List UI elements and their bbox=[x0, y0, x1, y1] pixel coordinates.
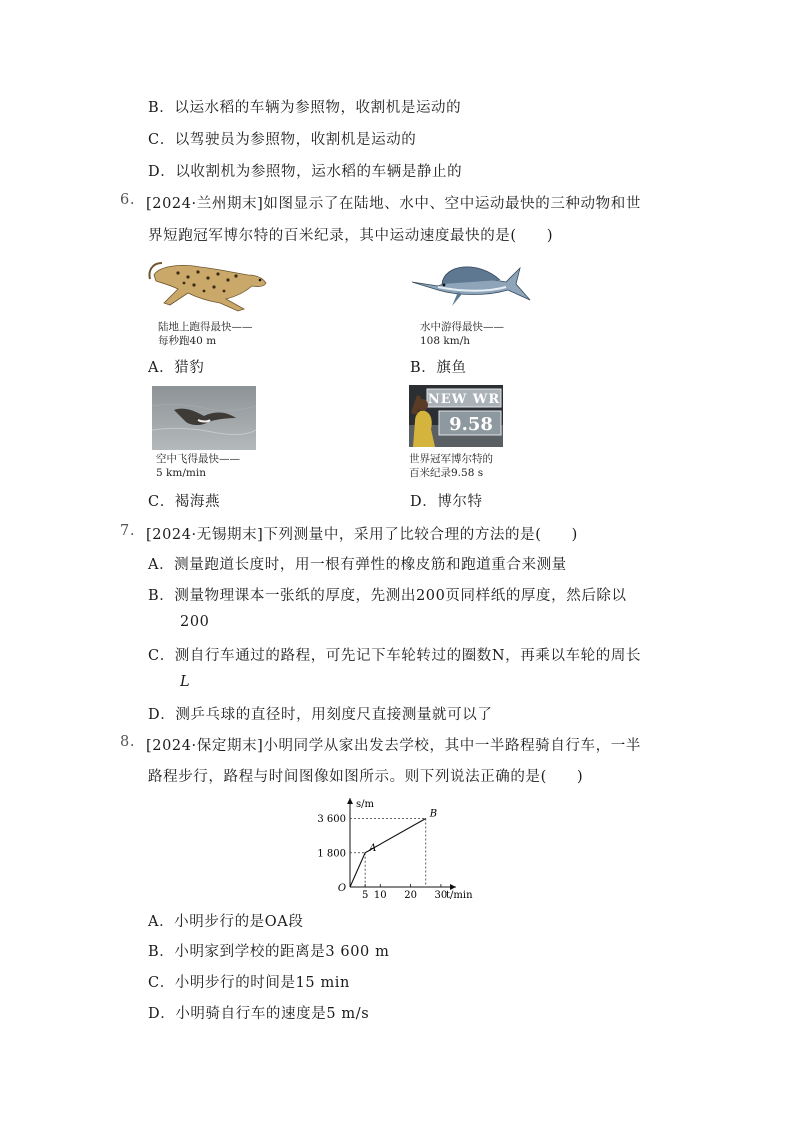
q8-option-d: D．小明骑自行车的速度是5 m/s bbox=[148, 1006, 370, 1022]
scoreboard-time: 9.58 bbox=[449, 414, 493, 435]
q7-number: 7. bbox=[120, 523, 136, 539]
q6-option-b: B．旗鱼 bbox=[410, 360, 467, 376]
sailfish-caption-line1: 水中游得最快—— bbox=[420, 321, 504, 333]
q8-option-a: A．小明步行的是OA段 bbox=[148, 914, 304, 930]
y-tick-label: 3 600 bbox=[317, 814, 346, 826]
q7-option-c-line1: C．测自行车通过的路程，可先记下车轮转过的圈数N，再乘以车轮的周长 bbox=[148, 648, 642, 664]
petrel-caption-line2: 5 km/min bbox=[156, 467, 206, 479]
q5-option-c: C．以驾驶员为参照物，收割机是运动的 bbox=[148, 132, 417, 148]
q6-stem-line1: [2024·兰州期末]如图显示了在陆地、水中、空中运动最快的三种动物和世 bbox=[146, 196, 641, 212]
x-tick-label: 20 bbox=[404, 890, 417, 901]
q8-stem-line2: 路程步行，路程与时间图像如图所示。则下列说法正确的是( ) bbox=[148, 769, 584, 785]
q6-option-a: A．猎豹 bbox=[148, 360, 205, 376]
bolt-caption-line1: 世界冠军博尔特的 bbox=[409, 453, 493, 465]
q8-option-c: C．小明步行的时间是15 min bbox=[148, 975, 350, 991]
point-label-b: B bbox=[429, 808, 438, 820]
sailfish-image bbox=[408, 256, 534, 316]
cheetah-image bbox=[148, 253, 274, 317]
y-tick-label: 1 800 bbox=[317, 848, 346, 860]
bolt-image bbox=[409, 385, 503, 447]
s-t-graph bbox=[316, 792, 476, 904]
bolt-caption-line2: 百米纪录9.58 s bbox=[409, 467, 484, 479]
q5-option-d: D．以收割机为参照物，运水稻的车辆是静止的 bbox=[148, 164, 463, 180]
q7-option-a: A．测量跑道长度时，用一根有弹性的橡皮筋和跑道重合来测量 bbox=[148, 557, 567, 573]
origin-label: O bbox=[337, 883, 347, 894]
cheetah-caption-line2: 每秒跑40 m bbox=[158, 335, 217, 347]
q5-option-b: B．以运水稻的车辆为参照物，收割机是运动的 bbox=[148, 100, 462, 116]
q8-stem-line1: [2024·保定期末]小明同学从家出发去学校，其中一半路程骑自行车，一半 bbox=[146, 738, 641, 754]
petrel-image bbox=[152, 386, 256, 450]
q7-stem: [2024·无锡期末]下列测量中，采用了比较合理的方法的是( ) bbox=[146, 527, 578, 543]
point-label-a: A bbox=[369, 842, 377, 854]
cheetah-caption-line1: 陆地上跑得最快—— bbox=[158, 321, 253, 333]
x-tick-label: 10 bbox=[373, 890, 387, 901]
q7-option-c-line2: L bbox=[180, 674, 191, 690]
scoreboard-new-wr: NEW WR bbox=[427, 392, 501, 407]
q6-stem-line2: 界短跑冠军博尔特的百米纪录，其中运动速度最快的是( ) bbox=[148, 228, 554, 244]
q8-option-b: B．小明家到学校的距离是3 600 m bbox=[148, 944, 390, 960]
q8-number: 8. bbox=[120, 734, 136, 750]
q6-option-c: C．褐海燕 bbox=[148, 494, 221, 510]
q6-number: 6. bbox=[120, 192, 136, 208]
x-tick-label: 30 bbox=[434, 890, 448, 901]
q7-option-b-line2: 200 bbox=[180, 614, 210, 630]
q7-option-d: D．测乒乓球的直径时，用刻度尺直接测量就可以了 bbox=[148, 707, 493, 723]
sailfish-caption-line2: 108 km/h bbox=[420, 335, 470, 347]
x-axis-label: t/min bbox=[446, 890, 473, 901]
x-tick-label: 5 bbox=[361, 890, 369, 901]
petrel-caption-line1: 空中飞得最快—— bbox=[156, 453, 240, 465]
s-t-line bbox=[350, 819, 426, 887]
y-axis-label: s/m bbox=[356, 799, 374, 810]
q7-option-b-line1: B．测量物理课本一张纸的厚度，先测出200页同样纸的厚度，然后除以 bbox=[148, 588, 627, 604]
q6-option-d: D．博尔特 bbox=[410, 494, 483, 510]
